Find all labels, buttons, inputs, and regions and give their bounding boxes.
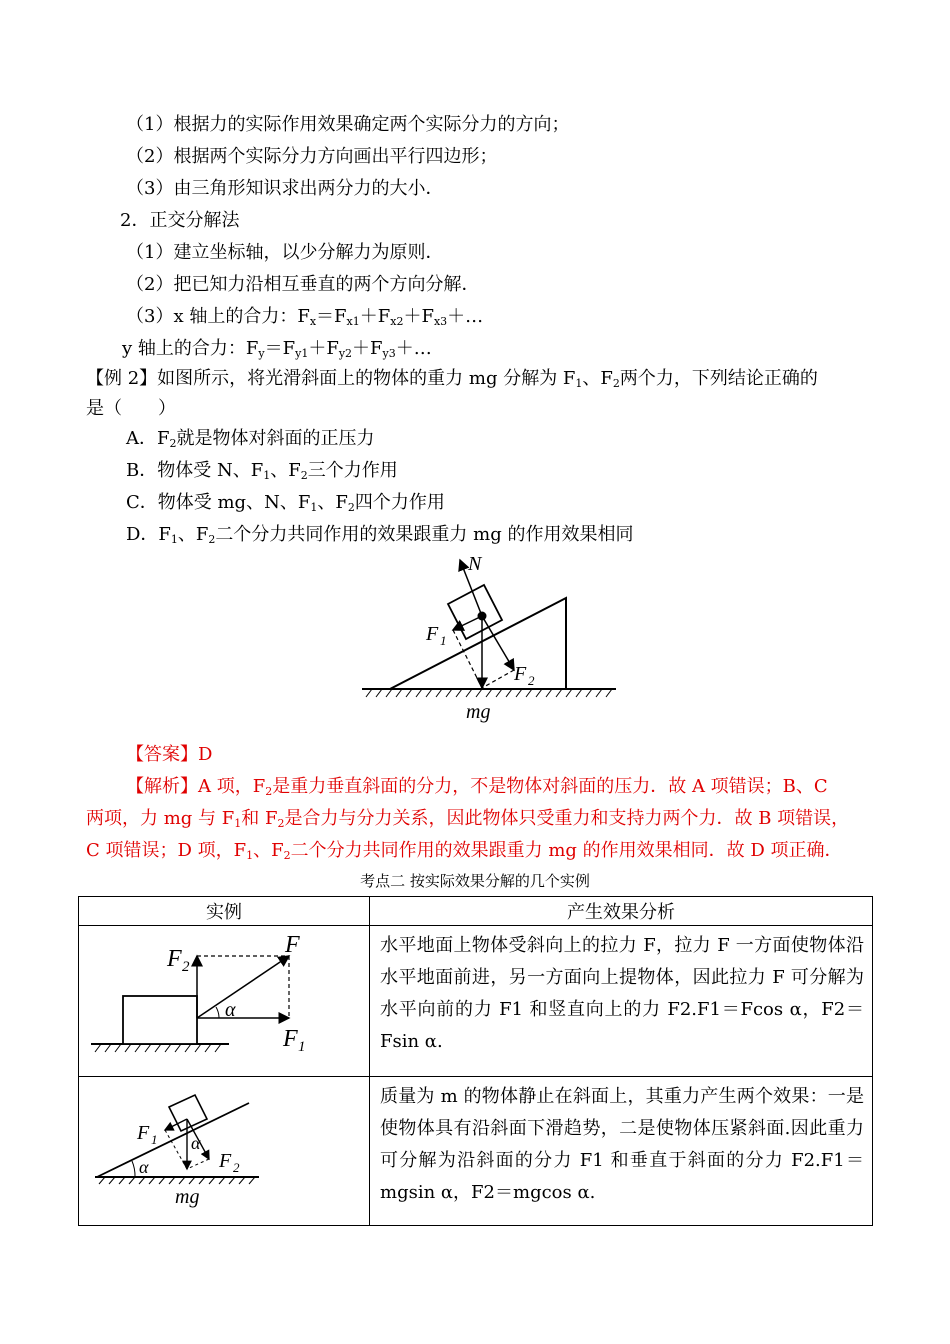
label-alpha-2: α [191, 1133, 201, 1153]
label-f1: F [426, 623, 439, 645]
analysis-line-1: 【解析】A 项，$F_2$是重力垂直斜面的分力，不是物体对斜面的压力．故 A 项错误；B、C [126, 776, 828, 798]
label-f2-sub: 2 [528, 673, 535, 688]
header-example: 实例 [79, 897, 370, 926]
angle-arc [132, 1161, 135, 1177]
table-row [79, 1077, 873, 1226]
header-analysis: 产生效果分析 [370, 897, 873, 926]
y-axis-resultant: y 轴上的合力：$F_y=F_{y1}+F_{y2}+F_{y3}+\dots$ [122, 338, 432, 360]
analysis-line-3: C 项错误；D 项，$F_1$、$F_2$二个分力共同作用的效果跟重力 mg 的作用效果相同．故 D 项正确． [86, 840, 843, 862]
analysis-line-2: 两项，力 mg 与 $F_1$和 $F_2$是合力与分力关系，因此物体只受重力和支持力两个力．故 B 项错误， [86, 808, 850, 830]
example-question-line-2: 是（ ） [86, 398, 176, 419]
step-3: （3）由三角形知识求出两分力的大小． [126, 178, 444, 199]
method-2-step-3: （3）x 轴上的合力：$F_x=F_{x1}+F_{x2}+F_{x3}+\dots$ [126, 306, 484, 328]
label-mg: mg [175, 1186, 200, 1208]
incline-force-diagram [360, 548, 620, 728]
label-f2: F [514, 663, 527, 685]
label-f1-sub: 1 [298, 1039, 306, 1055]
dash-2 [187, 1159, 209, 1169]
answer-label: 【答案】D [126, 744, 213, 765]
example-question-line-1: 【例 2】如图所示，将光滑斜面上的物体的重力 mg 分解为 $F_1$、$F_2$两个力，下列结论正确的 [86, 368, 818, 390]
incline-gravity-diagram [79, 1077, 369, 1221]
method-2-step-1: （1）建立坐标轴，以少分解力为原则． [126, 242, 444, 263]
label-f: F [285, 932, 300, 958]
f-arrow [197, 956, 289, 1018]
option-b: B．物体受 N、$F_1$、$F_2$三个力作用 [126, 460, 398, 482]
ground-hatch [366, 689, 612, 697]
label-f1-sub: 1 [151, 1132, 158, 1147]
ground-hatch [99, 1177, 255, 1184]
row2-analysis-text: 质量为 m 的物体静止在斜面上，其重力产生两个效果：一是使物体具有沿斜面下滑趋势，二是使物体压紧斜面.因此重力可分解为沿斜面的分力 F1 和垂直于斜面的分力 F2.F1＝mgsin α，F2＝mgcos α. [380, 1086, 864, 1203]
label-f1: F [283, 1026, 298, 1052]
ground-hatch [95, 1044, 221, 1052]
option-c: C．物体受 mg、N、$F_1$、$F_2$四个力作用 [126, 492, 445, 514]
option-a: A．$F_2$就是物体对斜面的正压力 [126, 428, 375, 450]
label-n: N [468, 553, 482, 575]
label-f2-sub: 2 [233, 1160, 240, 1175]
angle-arc [216, 1007, 219, 1018]
label-f2: F [167, 946, 182, 972]
table-header-row [79, 897, 873, 926]
label-alpha: α [139, 1157, 149, 1177]
table-caption: 考点二 按实际效果分解的几个实例 [360, 872, 590, 890]
label-f2: F [219, 1150, 232, 1172]
dash-1 [165, 1130, 187, 1169]
row1-analysis-cell [370, 926, 873, 1077]
label-mg: mg [466, 701, 491, 723]
dash-2 [482, 670, 514, 688]
label-f1-sub: 1 [440, 633, 447, 648]
label-alpha: α [225, 999, 236, 1021]
table-row [79, 926, 873, 1077]
step-2: （2）根据两个实际分力方向画出平行四边形； [126, 146, 498, 167]
box [123, 996, 197, 1044]
block [448, 585, 502, 639]
method-2-title: 2．正交分解法 [120, 210, 240, 231]
row1-analysis-text: 水平地面上物体受斜向上的拉力 F，拉力 F 一方面使物体沿水平地面前进，另一方面向上提物体，因此拉力 F 可分解为水平向前的力 F1 和竖直向上的力 F2.F1＝Fcos α，F2＝Fsin α. [380, 935, 864, 1052]
examples-table [78, 896, 873, 1226]
label-f1: F [137, 1122, 150, 1144]
row2-analysis-cell [370, 1077, 873, 1226]
horizontal-pull-diagram [79, 926, 369, 1072]
row1-figure-cell [79, 926, 370, 1077]
f2-arrow [482, 616, 514, 670]
option-d: D．$F_1$、$F_2$二个分力共同作用的效果跟重力 mg 的作用效果相同 [126, 524, 634, 546]
method-2-step-2: （2）把已知力沿相互垂直的两个方向分解． [126, 274, 480, 295]
label-f2-sub: 2 [182, 959, 190, 975]
step-1: （1）根据力的实际作用效果确定两个实际分力的方向； [126, 114, 570, 135]
row2-figure-cell [79, 1077, 370, 1226]
